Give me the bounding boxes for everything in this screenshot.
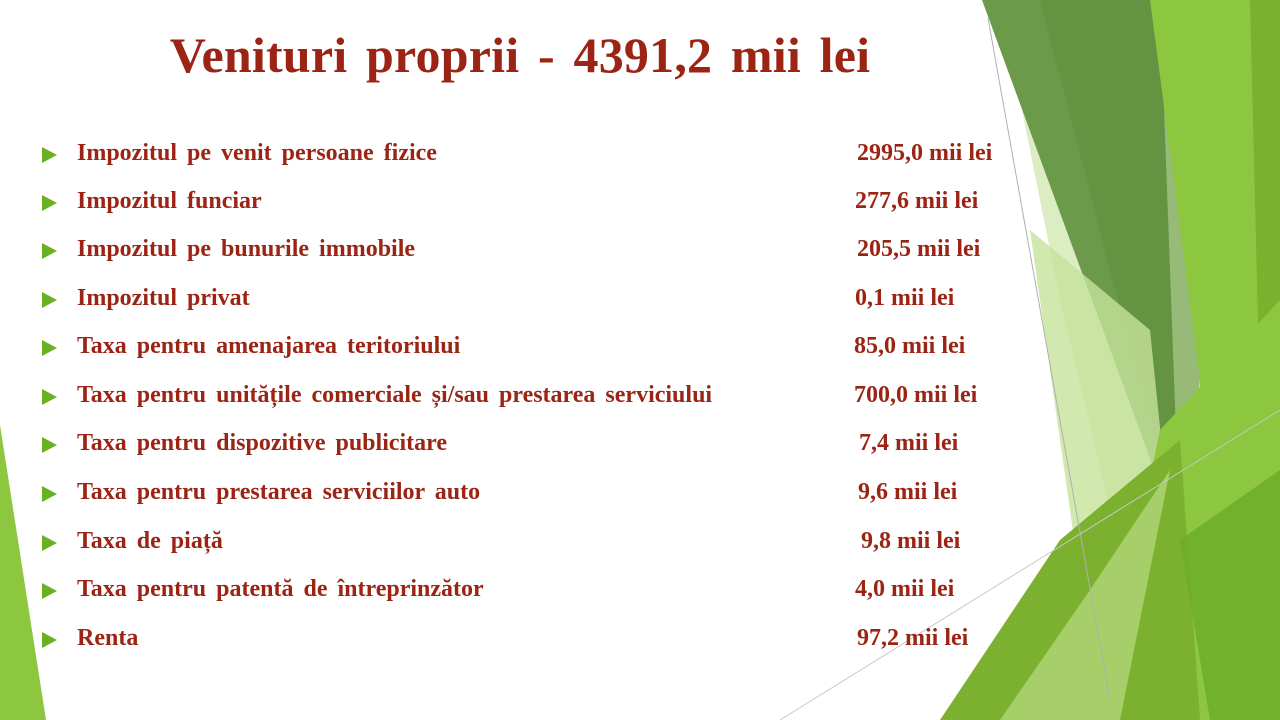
triangle-bullet-icon [42,147,57,163]
item-label: Taxa pentru patentă de întreprinzător [77,576,484,602]
item-label: Taxa de piață [77,528,223,554]
item-amount: 9,8 mii lei [861,528,961,554]
slide-title: Venituri proprii - 4391,2 mii lei [169,27,871,83]
triangle-bullet-icon [42,243,57,259]
item-label: Impozitul funciar [77,188,262,214]
triangle-bullet-icon [42,535,57,551]
item-amount: 205,5 mii lei [857,236,981,262]
item-amount: 4,0 mii lei [855,576,955,602]
item-label: Impozitul privat [77,285,250,311]
item-label: Taxa pentru prestarea serviciilor auto [77,479,481,505]
triangle-bullet-icon [42,486,57,502]
list-item [0,525,1060,559]
list-item [0,282,1060,316]
item-amount: 277,6 mii lei [855,188,979,214]
list-item [0,622,1060,656]
item-label: Taxa pentru unitățile comerciale și/sau prestarea serviciului [77,382,713,408]
list-item [0,573,1060,607]
item-label: Impozitul pe bunurile immobile [77,236,416,262]
item-label: Impozitul pe venit persoane fizice [77,140,437,166]
triangle-bullet-icon [42,389,57,405]
item-amount: 2995,0 mii lei [857,140,993,166]
item-amount: 85,0 mii lei [854,333,966,359]
list-item [0,330,1060,364]
list-item [0,379,1060,413]
list-item [0,185,1060,219]
triangle-bullet-icon [42,583,57,599]
item-amount: 700,0 mii lei [854,382,978,408]
list-item [0,233,1060,267]
item-amount: 97,2 mii lei [857,625,969,651]
item-label: Taxa pentru dispozitive publicitare [77,430,448,456]
list-item [0,137,1060,171]
item-amount: 9,6 mii lei [858,479,958,505]
list-item [0,476,1060,510]
triangle-bullet-icon [42,292,57,308]
triangle-bullet-icon [42,195,57,211]
triangle-bullet-icon [42,632,57,648]
item-amount: 7,4 mii lei [859,430,959,456]
triangle-bullet-icon [42,437,57,453]
item-label: Renta [77,625,139,651]
list-item [0,427,1060,461]
triangle-bullet-icon [42,340,57,356]
item-amount: 0,1 mii lei [855,285,955,311]
item-label: Taxa pentru amenajarea teritoriului [77,333,461,359]
